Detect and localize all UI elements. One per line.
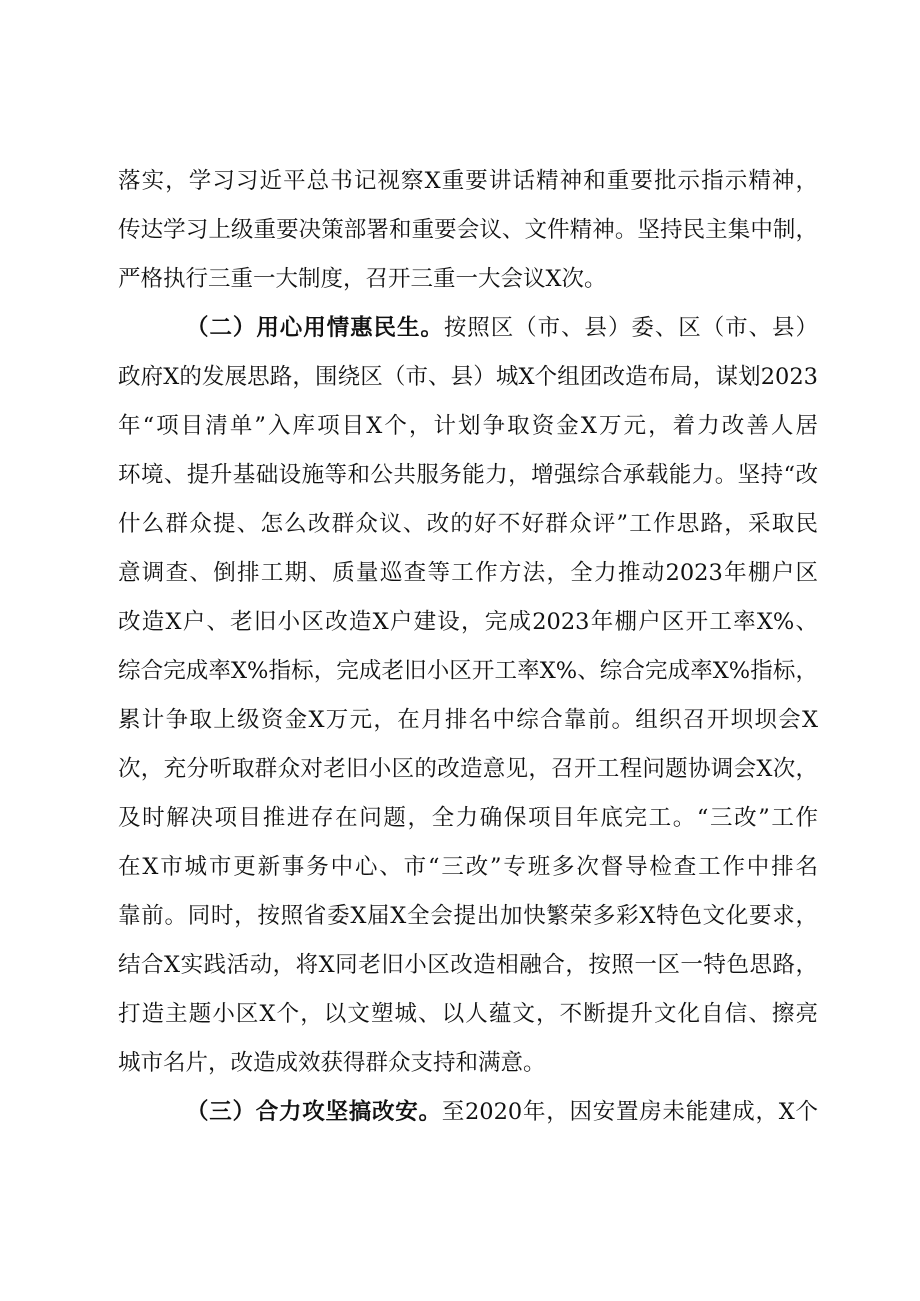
text-run: 至2020年，因安置房未能建成，X个: [441, 1099, 818, 1125]
text-line: 意调查、倒排工期、质量巡查等工作方法，全力推动2023年棚户区: [118, 560, 818, 586]
text-line: 综合完成率X%指标，完成老旧小区开工率X%、综合完成率X%指标，: [118, 658, 818, 684]
paragraph-first-line: [186, 307, 818, 349]
text-line: 落实，学习习近平总书记视察X重要讲话精神和重要批示指示精神，: [118, 168, 818, 194]
text-line: 靠前。同时，按照省委X届X全会提出加快繁荣多彩X特色文化要求，: [118, 903, 818, 929]
text-line: 在X市城市更新事务中心、市“三改”专班多次督导检查工作中排名: [118, 854, 818, 880]
section-heading: （三）合力攻坚搞改安。: [186, 1099, 442, 1125]
text-line: 城市名片，改造成效获得群众支持和满意。: [118, 1050, 546, 1076]
text-line: 严格执行三重一大制度，召开三重一大会议X次。: [118, 266, 607, 292]
text-line: 次，充分听取群众对老旧小区的改造意见，召开工程问题协调会X次，: [118, 756, 818, 782]
text-line: 打造主题小区X个，以文塑城、以人蕴文，不断提升文化自信、擦亮: [118, 1001, 818, 1027]
text-line: 累计争取上级资金X万元，在月排名中综合靠前。组织召开坝坝会X: [118, 707, 818, 733]
text-line: 政府X的发展思路，围绕区（市、县）城X个组团改造布局，谋划2023: [118, 364, 818, 390]
text-run: 按照区（市、县）委、区（市、县）: [443, 315, 818, 341]
text-line: 环境、提升基础设施等和公共服务能力，增强综合承载能力。坚持“改: [118, 462, 818, 488]
text-line: 结合X实践活动，将X同老旧小区改造相融合，按照一区一特色思路，: [118, 952, 818, 978]
text-line: 年“项目清单”入库项目X个，计划争取资金X万元，着力改善人居: [118, 413, 818, 439]
text-line: 传达学习上级重要决策部署和重要会议、文件精神。坚持民主集中制，: [118, 217, 818, 243]
text-line: 改造X户、老旧小区改造X户建设，完成2023年棚户区开工率X%、: [118, 609, 818, 635]
text-line: 什么群众提、怎么改群众议、改的好不好群众评”工作思路，采取民: [118, 511, 818, 537]
text-line: 及时解决项目推进存在问题，全力确保项目年底完工。“三改”工作: [118, 805, 818, 831]
section-heading: （二）用心用情惠民生。: [186, 315, 444, 341]
paragraph-first-line: [186, 1091, 818, 1133]
